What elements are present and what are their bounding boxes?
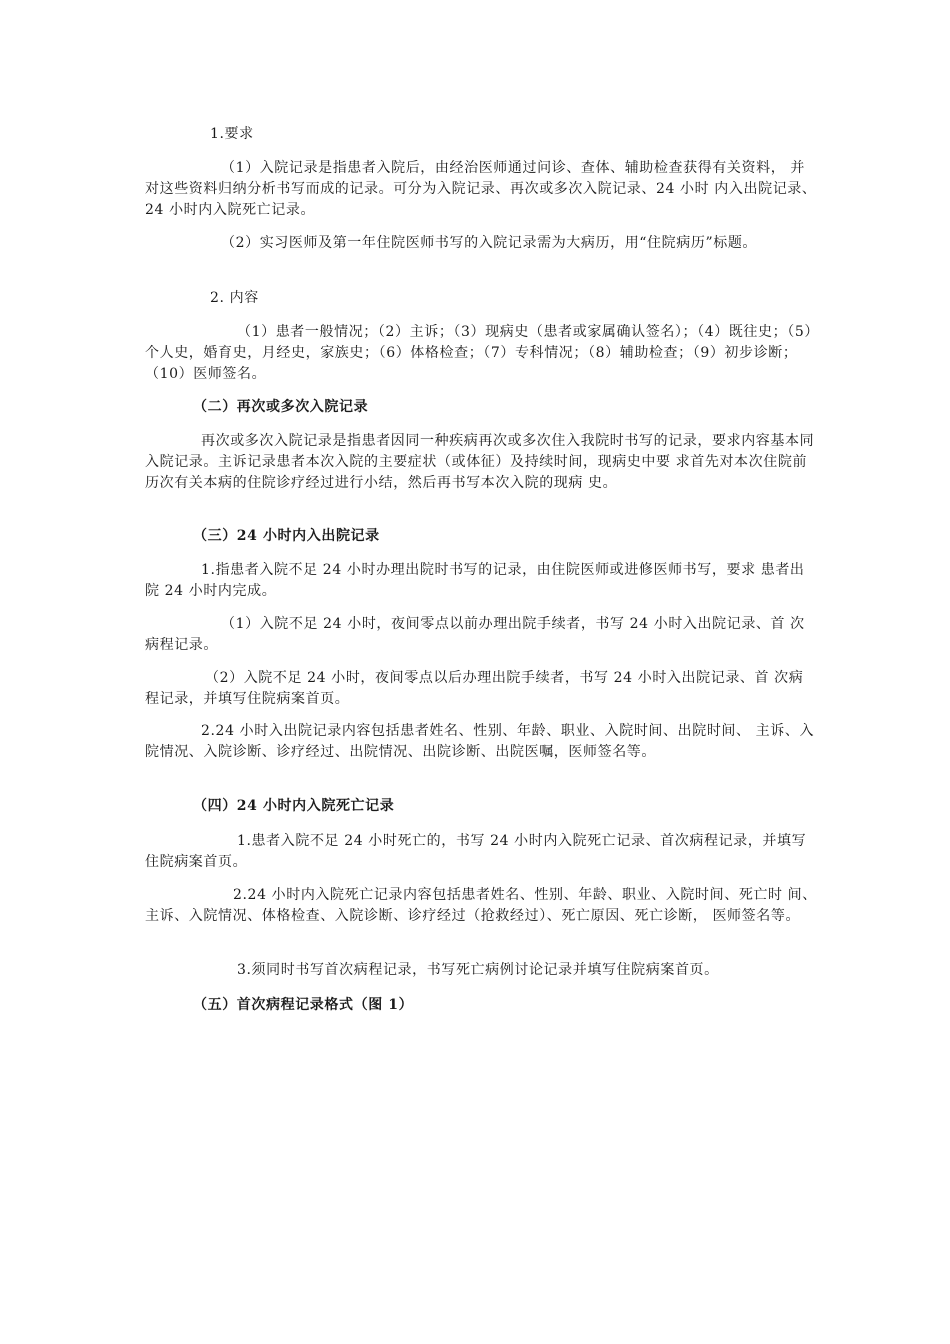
section-3-item-2: 2.24 小时入出院记录内容包括患者姓名、性别、年龄、职业、入院时间、出院时间、 主诉、入院情况、入院诊断、诊疗经过、出院情况、出院诊断、出院医嘱，医师签名等。: [145, 723, 815, 760]
section-2-paragraph: 再次或多次入院记录是指患者因同一种疾病再次或多次住入我院时书写的记录，要求内容基本同入院记录。主诉记录患者本次入院的主要症状（或体征）及持续时间，现病史中要 求首先对本次住院前历次有关本病的住院诊疗经过进行小结，然后再书写本次入院的现病 史。: [145, 433, 815, 491]
section-3-title: （三）24 小时内入出院记录: [193, 528, 380, 544]
requirements-item-2: （2）实习医师及第一年住院医师书写的入院记录需为大病历，用“住院病历”标题。: [221, 235, 758, 251]
section-3-item-1b: （2）入院不足 24 小时，夜间零点以后办理出院手续者，书写 24 小时入出院记录、首 次病程记录，并填写住院病案首页。: [145, 670, 804, 707]
content-heading: 2. 内容: [210, 290, 259, 306]
section-4-item-3: 3.须同时书写首次病程记录，书写死亡病例讨论记录并填写住院病案首页。: [237, 962, 719, 978]
requirements-item-1: （1）入院记录是指患者入院后，由经治医师通过问诊、查体、辅助检查获得有关资料， 并对这些资料归纳分析书写而成的记录。可分为入院记录、再次或多次入院记录、24 小时 内入出院记录、24 小时内入院死亡记录。: [145, 160, 817, 218]
section-4-title: （四）24 小时内入院死亡记录: [193, 798, 395, 814]
section-4-item-2: 2.24 小时内入院死亡记录内容包括患者姓名、性别、年龄、职业、入院时间、死亡时 间、主诉、入院情况、体格检查、入院诊断、诊疗经过（抢救经过）、死亡原因、死亡诊断， 医师签名等。: [145, 887, 817, 924]
section-2-title: （二）再次或多次入院记录: [193, 399, 369, 415]
section-3-item-1a: （1）入院不足 24 小时，夜间零点以前办理出院手续者，书写 24 小时入出院记录、首 次病程记录。: [145, 616, 805, 653]
section-4-item-1: 1.患者入院不足 24 小时死亡的，书写 24 小时内入院死亡记录、首次病程记录，并填写 住院病案首页。: [145, 833, 807, 870]
requirements-heading: 1.要求: [210, 126, 254, 142]
section-5-title: （五）首次病程记录格式（图 1）: [193, 997, 414, 1013]
content-list: （1）患者一般情况；（2）主诉；（3）现病史（患者或家属确认签名）；（4）既往史；（5）个人史，婚育史，月经史，家族史；（6）体格检查；（7）专科情况；（8）辅助检查；（9）初步诊断；（10）医师签名。: [145, 324, 812, 382]
section-3-item-1: 1.指患者入院不足 24 小时办理出院时书写的记录，由住院医师或进修医师书写，要求 患者出院 24 小时内完成。: [145, 562, 805, 599]
